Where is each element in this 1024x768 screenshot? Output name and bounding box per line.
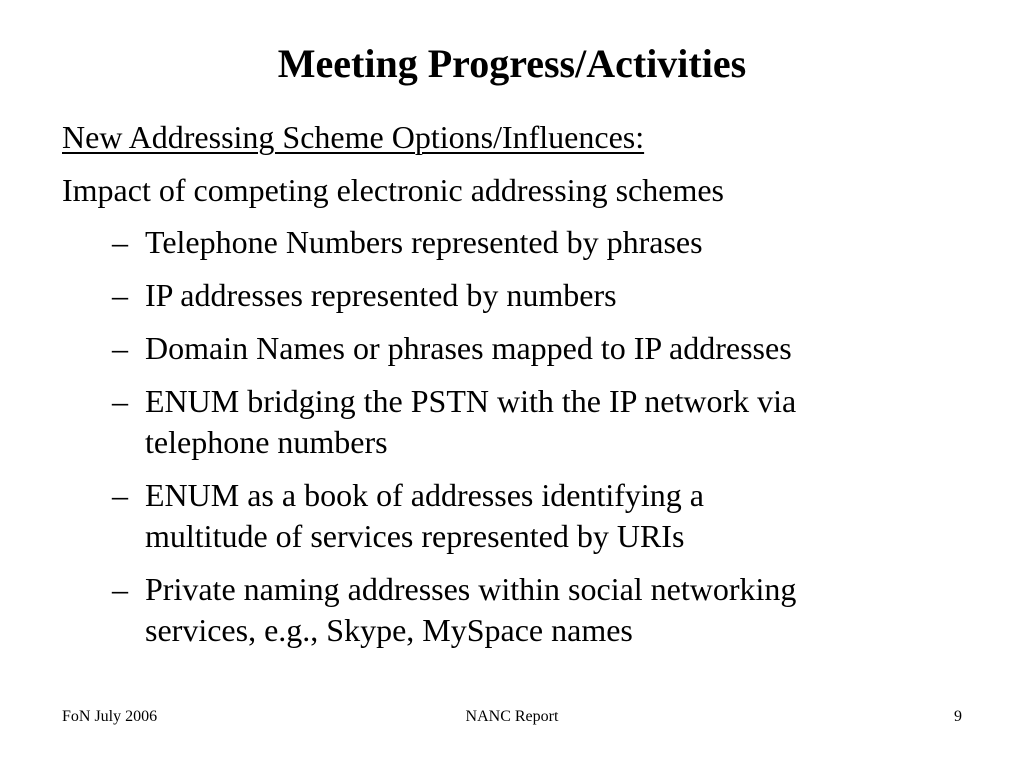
footer-date: FoN July 2006 xyxy=(62,708,158,725)
bullet-list xyxy=(112,222,992,663)
bullet-dash: – xyxy=(112,224,128,260)
bullet-item xyxy=(112,475,992,557)
bullet-text-line: telephone numbers xyxy=(145,424,388,460)
bullet-text-line: Domain Names or phrases mapped to IP addresses xyxy=(145,330,792,366)
bullet-item xyxy=(112,569,992,651)
bullet-text-line: Private naming addresses within social networking xyxy=(145,571,797,607)
bullet-dash: – xyxy=(112,571,128,607)
bullet-text-line: Telephone Numbers represented by phrases xyxy=(145,224,703,260)
intro-text: Impact of competing electronic addressing schemes xyxy=(62,172,724,208)
bullet-item xyxy=(112,328,992,369)
footer-title: NANC Report xyxy=(465,708,559,725)
bullet-text-line: ENUM bridging the PSTN with the IP network via xyxy=(145,383,797,419)
bullet-dash: – xyxy=(112,383,128,419)
bullet-text-line: ENUM as a book of addresses identifying a xyxy=(145,477,704,513)
bullet-text-line: IP addresses represented by numbers xyxy=(145,277,617,313)
bullet-dash: – xyxy=(112,277,128,313)
slide-title: Meeting Progress/Activities xyxy=(277,41,747,86)
bullet-item xyxy=(112,275,992,316)
page-number: 9 xyxy=(954,708,962,725)
bullet-dash: – xyxy=(112,477,128,513)
bullet-dash: – xyxy=(112,330,128,366)
section-heading: New Addressing Scheme Options/Influences: xyxy=(62,119,645,155)
bullet-text-line: multitude of services represented by URIs xyxy=(145,518,685,554)
bullet-item xyxy=(112,222,992,263)
bullet-item xyxy=(112,381,992,463)
bullet-text-line: services, e.g., Skype, MySpace names xyxy=(145,612,633,648)
